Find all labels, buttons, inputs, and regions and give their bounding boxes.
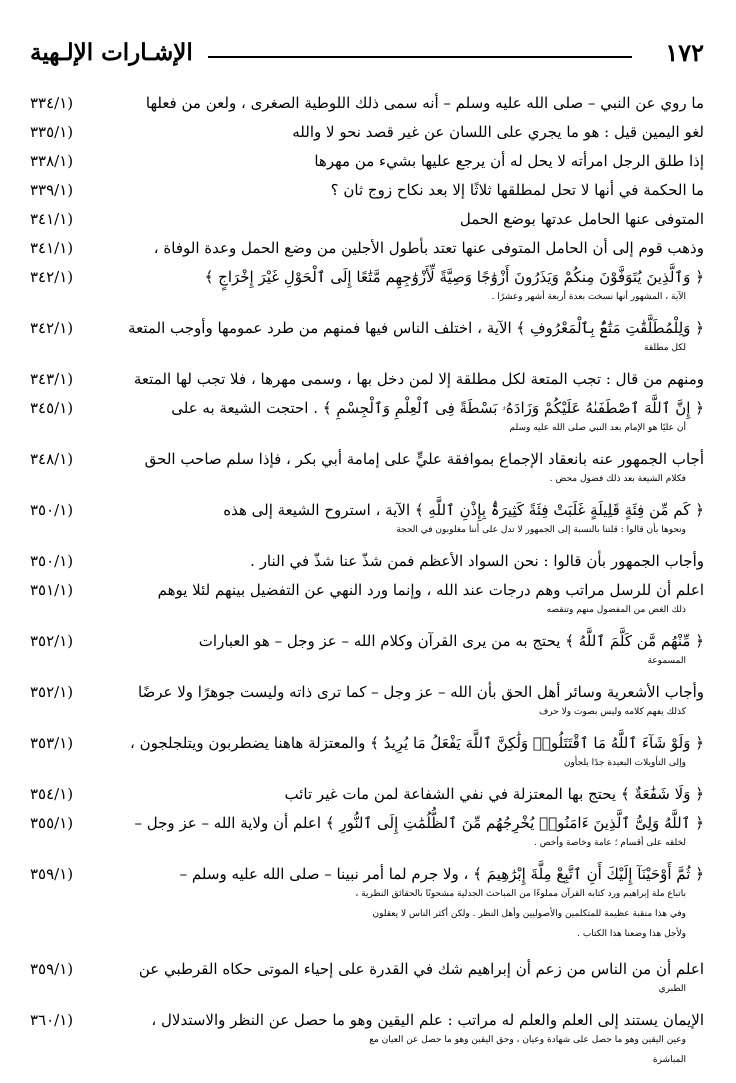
entry-text: اعلم أن للرسل مراتب وهم درجات عند الله ، وإنما ورد النهي عن التفضيل بينهم لئلا يوهم: [157, 581, 704, 599]
entry-reference: (٣٥٤/١: [30, 785, 74, 803]
entry-text-continuation: الطبري: [658, 984, 686, 994]
index-entry: [30, 449, 704, 500]
entry-text: ما الحكمة في أنها لا تحل لمطلقها ثلاثًا إلا بعد نكاح زوج ثان ؟: [330, 181, 704, 199]
entry-text: وأجاب الأشعرية وسائر أهل الحق بأن الله – عز وجل – كما ترى ذاته وليست جوهرًا ولا عرضًا: [137, 683, 704, 701]
entry-text: ﴿ وَلَوْ شَآءَ ٱللَّهُ مَا ٱقْتَتَلُوا۟ وَلَٰكِنَّ ٱللَّهَ يَفْعَلُ مَا يُرِيدُ ﴾ والمعتزلة هاهنا يضطربون ويتلجلجون ،: [129, 734, 704, 752]
entry-reference: (٣٥٩/١: [30, 865, 74, 883]
entry-text: أجاب الجمهور عنه بانعقاد الإجماع بموافقة عليٍّ على إمامة أبي بكر ، فإذا سلم صاحب الحق: [144, 450, 704, 468]
entry-text-continuation: ونحوها بأن قالوا : قلتنا بالنسبة إلى الجمهور لا تدل على أننا مغلوبون في الحجة: [396, 525, 686, 535]
entry-text-continuation: لكل مطلقة: [644, 343, 686, 353]
entry-reference: (٣٣٨/١: [30, 152, 74, 170]
index-entry: [30, 631, 704, 682]
entry-reference: (٣٤٢/١: [30, 268, 74, 286]
entry-text: ﴿ ٱللَّهُ وَلِىُّ ٱلَّذِينَ ءَامَنُوا۟ يُخْرِجُهُم مِّنَ ٱلظُّلُمَٰتِ إِلَى ٱلنُّورِ ﴾ اعلم أن ولاية الله – عز وجل –: [134, 814, 704, 832]
entry-reference: (٣٤٢/١: [30, 319, 74, 337]
index-entry: [30, 151, 704, 180]
index-entry: [30, 959, 704, 1010]
entry-text: اعلم أن من الناس من زعم أن إبراهيم شك في القدرة على إحياء الموتى حكاه القرطبي عن: [138, 960, 704, 978]
book-title: الإشـارات الإلـهية: [30, 39, 193, 66]
entry-reference: (٣٥٠/١: [30, 552, 74, 570]
entry-text-continuation: المسموعة: [647, 656, 686, 666]
entry-text: ومنهم من قال : تجب المتعة لكل مطلقة إلا لمن دخل بها ، وسمى مهرها ، فلا تجب لها المتعة: [133, 370, 704, 388]
entry-reference: (٣٥٥/١: [30, 814, 74, 832]
index-entry: [30, 238, 704, 267]
index-entry: [30, 784, 704, 813]
index-entry: [30, 864, 704, 959]
index-entry: [30, 733, 704, 784]
entry-text: ﴿ ثُمَّ أَوْحَيْنَآ إِلَيْكَ أَنِ ٱتَّبِعْ مِلَّةَ إِبْرَٰهِيمَ ﴾ ، ولا جرم لما أمر نبينا – صلى الله عليه وسلم –: [179, 865, 704, 883]
entry-reference: (٣٤١/١: [30, 239, 74, 257]
entry-text-continuation: المباشرة: [652, 1055, 686, 1065]
entry-text: ﴿ وَلَا شَفَٰعَةٌ ﴾ يحتج بها المعتزلة في نفي الشفاعة لمن مات غير تائب: [284, 785, 704, 803]
index-entry: [30, 813, 704, 864]
page-header: [30, 38, 704, 72]
entry-reference: (٣٥٩/١: [30, 960, 74, 978]
entry-text-continuation: ذلك الغض من المفضول منهم وتنقصه: [546, 605, 686, 615]
index-entry: [30, 580, 704, 631]
index-entry: [30, 122, 704, 151]
index-entry: [30, 318, 704, 369]
index-entry: [30, 267, 704, 318]
entry-reference: (٣٥٢/١: [30, 632, 74, 650]
entry-reference: (٣٤٣/١: [30, 370, 74, 388]
index-entry: [30, 1010, 704, 1083]
entry-text: المتوفى عنها الحامل عدتها بوضع الحمل: [459, 210, 704, 228]
entry-reference: (٣٤٥/١: [30, 399, 74, 417]
entry-text: الإيمان يستند إلى العلم والعلم له مراتب : علم اليقين وهو ما حصل عن النظر والاستدلال ،: [151, 1011, 704, 1029]
entry-text-continuation: ولأجل هذا وضعنا هذا الكتاب .: [577, 929, 686, 939]
index-entry: [30, 682, 704, 733]
index-entries: [30, 93, 704, 1083]
entry-text-continuation: الآية ، المشهور أنها نسخت بعدة أربعة أشهر وعشرًا .: [491, 292, 686, 302]
entry-text: ما روي عن النبي – صلى الله عليه وسلم – أنه سمى ذلك اللوطية الصغرى ، ولعن من فعلها: [145, 94, 704, 112]
entry-text-continuation: لخلقه على أقسام ؛ عامة وخاصة وأخص .: [534, 838, 686, 848]
entry-text-continuation: أن عليًا هو الإمام بعد النبي صلى الله عليه وسلم: [509, 423, 686, 433]
entry-text-continuation: وإلى التأويلات البعيدة جدًا يلجأون: [563, 758, 686, 768]
entry-text-continuation: كذلك يفهم كلامه وليس بصوت ولا حرف: [538, 707, 686, 717]
entry-reference: (٣٤٨/١: [30, 450, 74, 468]
entry-reference: (٣٣٩/١: [30, 181, 74, 199]
index-entry: [30, 500, 704, 551]
entry-text: ﴿ مِّنْهُم مَّن كَلَّمَ ٱللَّهُ ﴾ يحتج به من يرى القرآن وكلام الله – عز وجل – هو العبارات: [198, 632, 704, 650]
entry-text: وأجاب الجمهور بأن قالوا : نحن السواد الأعظم فمن شذّ عنا شذّ في النار .: [250, 552, 704, 570]
entry-reference: (٣٥٠/١: [30, 501, 74, 519]
entry-reference: (٣٥٢/١: [30, 683, 74, 701]
entry-text: إذا طلق الرجل امرأته لا يحل له أن يرجع عليها بشيء من مهرها: [314, 152, 704, 170]
entry-text: ﴿ إِنَّ ٱللَّهَ ٱصْطَفَىٰهُ عَلَيْكُمْ وَزَادَهُۥ بَسْطَةً فِى ٱلْعِلْمِ وَٱلْجِسْمِ ﴾ . احتجت الشيعة به على: [171, 399, 704, 417]
entry-reference: (٣٣٥/١: [30, 123, 74, 141]
entry-reference: (٣٦٠/١: [30, 1011, 74, 1029]
index-entry: [30, 369, 704, 398]
entry-text-continuation: باتباع ملة إبراهيم ورد كتابه القرآن مملوءًا من المباحث الجدلية مشحونًا بالحقائق النظرية ،: [355, 889, 686, 899]
entry-text-continuation: وعين اليقين وهو ما حصل على شهادة وعيان ، وحق اليقين وهو ما حصل عن العيان مع: [369, 1035, 686, 1045]
index-entry: [30, 209, 704, 238]
index-entry: [30, 551, 704, 580]
entry-text: ﴿ وَلِلْمُطَلَّقَٰتِ مَتَٰعٌۢ بِٱلْمَعْرُوفِ ﴾ الآية ، اختلف الناس فيها فمنهم من طرد عمومها وأوجب المتعة: [128, 319, 704, 337]
entry-text-continuation: وفي هذا منقبة عظيمة للمتكلمين والأصوليين وأهل النظر . ولكن أكثر الناس لا يعقلون: [372, 909, 686, 919]
index-entry: [30, 93, 704, 122]
entry-reference: (٣٤١/١: [30, 210, 74, 228]
entry-text: ﴿ وَٱلَّذِينَ يُتَوَفَّوْنَ مِنكُمْ وَيَذَرُونَ أَزْوَٰجًا وَصِيَّةً لِّأَزْوَٰجِهِم مَّتَٰعًا إِلَى ٱلْحَوْلِ غَيْرَ إِخْرَاجٍ ﴾: [204, 268, 704, 286]
entry-reference: (٣٥٣/١: [30, 734, 74, 752]
entry-reference: (٣٥١/١: [30, 581, 74, 599]
entry-reference: (٣٣٤/١: [30, 94, 74, 112]
entry-text: وذهب قوم إلى أن الحامل المتوفى عنها تعتد بأطول الأجلين من وضع الحمل وعدة الوفاة ،: [153, 239, 704, 257]
page-number: ١٧٢: [665, 38, 704, 67]
entry-text-continuation: فكلام الشيعة بعد ذلك فضول محض .: [549, 474, 686, 484]
index-entry: [30, 180, 704, 209]
index-entry: [30, 398, 704, 449]
entry-text: لغو اليمين قيل : هو ما يجري على اللسان عن غير قصد نحو لا والله: [292, 123, 704, 141]
header-rule: [208, 56, 632, 58]
entry-text: ﴿ كَم مِّن فِئَةٍ قَلِيلَةٍ غَلَبَتْ فِئَةً كَثِيرَةًۢ بِإِذْنِ ٱللَّهِ ﴾ الآية ، استروح الشيعة إلى هذه: [223, 501, 704, 519]
